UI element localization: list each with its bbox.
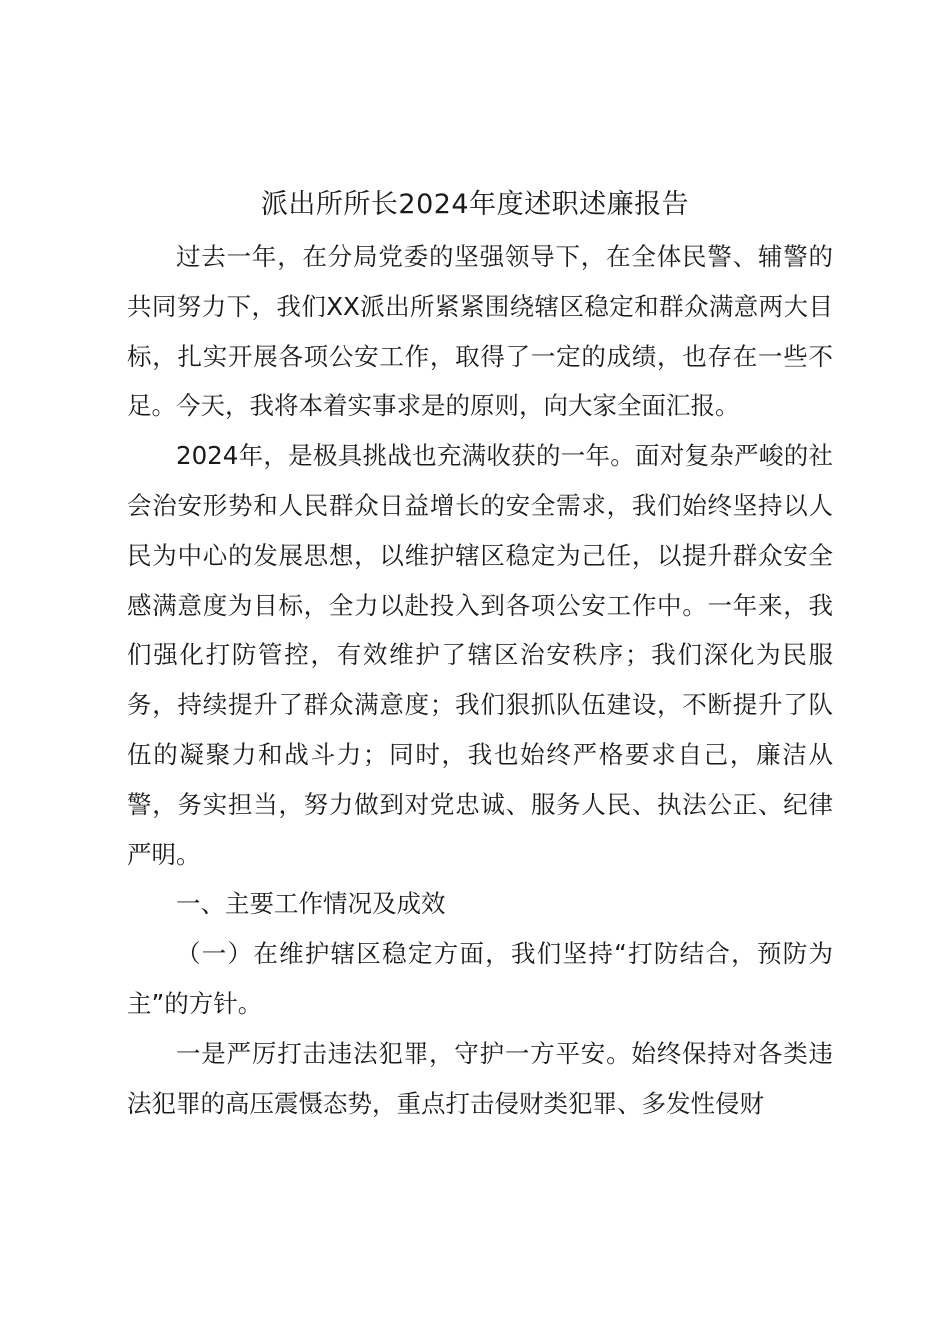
section-heading: 一、主要工作情况及成效: [176, 889, 446, 919]
document-body: [127, 232, 833, 1128]
document-title: 派出所所长2024年度述职述廉报告: [260, 189, 690, 220]
paragraph-overview: 2024年，是极具挑战也充满收获的一年。面对复杂严峻的社会治安形势和人民群众日益增长的安全需求，我们始终坚持以人民为中心的发展思想，以维护辖区稳定为己任，以提升群众安全感满意度为目标，全力以赴投入到各项公安工作中。一年来，我们强化打防管控，有效维护了辖区治安秩序；我们深化为民服务，持续提升了群众满意度；我们狠抓队伍建设，不断提升了队伍的凝聚力和战斗力；同时，我也始终严格要求自己，廉洁从警，务实担当，努力做到对党忠诚、服务人民、执法公正、纪律严明。: [127, 441, 833, 869]
subsection-heading: （一）在维护辖区稳定方面，我们坚持“打防结合，预防为主”的方针。: [127, 939, 833, 1018]
paragraph-item-one: 一是严厉打击违法犯罪，守护一方平安。始终保持对各类违法犯罪的高压震慑态势，重点打击侵财类犯罪、多发性侵财: [127, 1038, 833, 1118]
paragraph-intro: 过去一年，在分局党委的坚强领导下，在全体民警、辅警的共同努力下，我们XX派出所紧紧围绕辖区稳定和群众满意两大目标，扎实开展各项公安工作，取得了一定的成绩，也存在一些不足。今天，我将本着实事求是的原则，向大家全面汇报。: [127, 242, 833, 421]
